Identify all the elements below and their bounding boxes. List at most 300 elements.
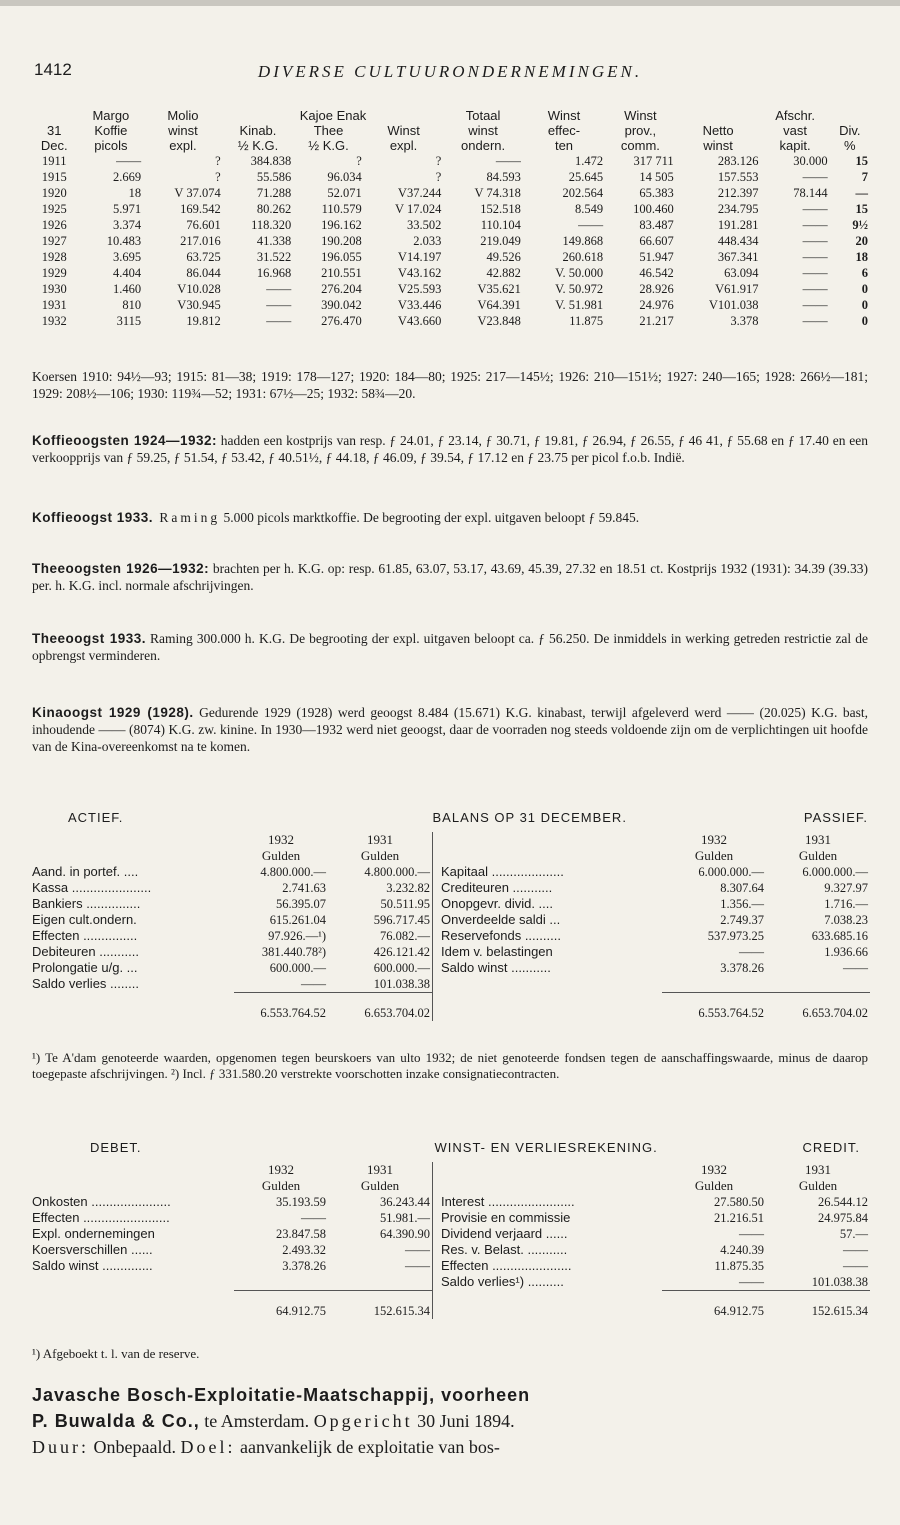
debit-1931: 76.082.— bbox=[380, 929, 430, 943]
table-cell: V10.028 bbox=[177, 282, 221, 296]
credit-1932: 27.580.50 bbox=[714, 1195, 764, 1209]
unit-label: Gulden bbox=[694, 1178, 734, 1193]
debit-1932: 381.440.78²) bbox=[261, 945, 326, 959]
duur-value: Onbepaald. bbox=[89, 1437, 176, 1457]
debit-label: Effecten ............... bbox=[32, 928, 138, 943]
table-row bbox=[30, 313, 870, 329]
group-header-totaal: Totaal bbox=[465, 108, 501, 123]
credit-label: Dividend verjaard ...... bbox=[441, 1226, 568, 1241]
paragraph-lead: Theeoogsten 1926—1932: bbox=[32, 561, 210, 576]
actief-label: ACTIEF. bbox=[68, 810, 124, 825]
table-row bbox=[30, 201, 870, 217]
table-cell: 18 bbox=[128, 186, 142, 200]
credit-1932: 11.875.35 bbox=[714, 1259, 764, 1273]
account-row bbox=[30, 976, 870, 993]
group-header-molio: Molio bbox=[167, 108, 199, 123]
spacer-cell bbox=[439, 832, 551, 848]
account-row bbox=[30, 912, 870, 928]
credit-1932: 6.000.000.— bbox=[698, 865, 764, 879]
column-header-row-2 bbox=[30, 138, 870, 153]
column-header: 31 bbox=[47, 123, 62, 138]
table-row bbox=[30, 281, 870, 297]
table-cell: 49.526 bbox=[486, 250, 521, 264]
table-cell: 51.947 bbox=[639, 250, 674, 264]
table-cell: 31.522 bbox=[256, 250, 292, 264]
table-cell: 1928 bbox=[41, 250, 67, 264]
credit-1932: —— bbox=[739, 1227, 764, 1241]
account-row bbox=[30, 1258, 870, 1274]
group-header-kajoe-enak: Kajoe Enak bbox=[299, 108, 367, 123]
opgericht-label: Opgericht bbox=[313, 1411, 413, 1431]
credit-1931: 26.544.12 bbox=[818, 1195, 868, 1209]
credit-1932: 21.216.51 bbox=[714, 1211, 764, 1225]
credit-total-1931: 152.615.34 bbox=[766, 1291, 870, 1320]
credit-1931: —— bbox=[843, 1259, 868, 1273]
debit-1931: 4.800.000.— bbox=[364, 865, 430, 879]
column-header: winst bbox=[168, 123, 198, 138]
table-row bbox=[30, 249, 870, 265]
company-entry bbox=[32, 1382, 868, 1460]
year-1932: 1932 bbox=[701, 832, 727, 847]
table-cell: 33.502 bbox=[406, 218, 442, 232]
credit-total-1932: 64.912.75 bbox=[662, 1291, 766, 1320]
account-row bbox=[30, 1242, 870, 1258]
debit-1931: —— bbox=[405, 1243, 430, 1257]
table-cell: 55.586 bbox=[256, 170, 292, 184]
column-header-sub: winst bbox=[703, 138, 733, 153]
table-row bbox=[30, 169, 870, 185]
table-cell: V25.593 bbox=[397, 282, 442, 296]
table-cell: 83.487 bbox=[639, 218, 674, 232]
credit-1931: 57.— bbox=[839, 1227, 868, 1241]
credit-label: Saldo verlies¹) .......... bbox=[441, 1274, 564, 1290]
table-cell: 28.926 bbox=[639, 282, 674, 296]
paragraph-lead: Koffieoogsten 1924—1932: bbox=[32, 433, 217, 448]
table-cell: —— bbox=[802, 298, 828, 312]
table-cell: —— bbox=[802, 202, 828, 216]
page-number: 1412 bbox=[34, 60, 72, 79]
duur-label: Duur: bbox=[32, 1437, 89, 1457]
spacer-cell bbox=[439, 1178, 550, 1194]
debit-label: Bankiers ............... bbox=[32, 896, 141, 911]
unit-label: Gulden bbox=[798, 848, 838, 863]
table-cell: 1915 bbox=[41, 170, 67, 184]
credit-1932: 1.356.— bbox=[720, 897, 764, 911]
table-cell: 1927 bbox=[41, 234, 67, 248]
table-cell: —— bbox=[802, 218, 828, 232]
table-cell: ? bbox=[435, 154, 442, 168]
debit-label: Koersverschillen ...... bbox=[32, 1242, 153, 1257]
debit-label: Effecten ........................ bbox=[32, 1210, 170, 1225]
table-cell: 110.579 bbox=[321, 202, 362, 216]
table-cell: V. 50.000 bbox=[555, 266, 604, 280]
table-cell: 190.208 bbox=[321, 234, 362, 248]
table-cell: 0 bbox=[861, 282, 868, 296]
debit-1932: —— bbox=[301, 1211, 326, 1225]
credit-total-1932: 6.553.764.52 bbox=[662, 993, 766, 1022]
table-cell: 2.669 bbox=[113, 170, 142, 184]
totals-row bbox=[30, 1291, 870, 1320]
credit-label: CREDIT. bbox=[802, 1140, 860, 1155]
table-cell: 63.725 bbox=[186, 250, 221, 264]
table-cell: —— bbox=[802, 234, 828, 248]
debit-1931: —— bbox=[405, 1259, 430, 1273]
table-cell: 63.094 bbox=[724, 266, 759, 280]
column-header-sub: expl. bbox=[389, 138, 418, 153]
unit-label: Gulden bbox=[694, 848, 734, 863]
doel-value: aanvankelijk de exploitatie van bos- bbox=[235, 1437, 500, 1457]
table-cell: 234.795 bbox=[717, 202, 759, 216]
balance-footnote: ¹) Te A'dam genoteerde waarden, opgenomen tegen beurskoers van ulto 1932; de niet genoteerde fondsen tegen de aanschaffingswaarde, minus de daarop toegepaste afschrijvingen. ²) Incl. ƒ 331.580.20 verstrekte voorschotten inzake consignatiecontracten. bbox=[32, 1050, 868, 1081]
debit-1931: 426.121.42 bbox=[373, 945, 430, 959]
spacer-cell bbox=[550, 1178, 662, 1194]
account-row bbox=[30, 864, 870, 880]
column-header-sub: kapit. bbox=[779, 138, 811, 153]
debit-1932: 97.926.—¹) bbox=[268, 929, 326, 943]
table-cell: 384.838 bbox=[250, 154, 292, 168]
paragraph-text: hadden een kostprijs van resp. ƒ 24.01, ƒ 23.14, ƒ 30.71, ƒ 19.81, ƒ 26.94, ƒ 26.55, ƒ 46 41, ƒ 55.68 en ƒ 17.40 en een verkoopprijs van ƒ 59.25, ƒ 51.54, ƒ 53.42, ƒ 40.51½, ƒ 44.18, ƒ 46.09, ƒ 39.54, ƒ 17.12 en ƒ 23.75 per picol f.o.b. Indië. bbox=[32, 433, 868, 465]
table-cell: —— bbox=[266, 298, 292, 312]
table-cell: 1.460 bbox=[113, 282, 142, 296]
debit-1932: 35.193.59 bbox=[276, 1195, 326, 1209]
credit-1931: 9.327.97 bbox=[824, 881, 868, 895]
table-cell: 276.204 bbox=[321, 282, 362, 296]
koersen-paragraph: Koersen 1910: 94½—93; 1915: 81—38; 1919: 178—127; 1920: 184—80; 1925: 217—145½; 1926: 210—151½; 1927: 240—165; 1928: 266½—181; 1929: 208½—106; 1930: 119¾—52; 1931: 67½—25; 1932: 58¾—20. bbox=[32, 369, 868, 401]
credit-1932: —— bbox=[739, 1275, 764, 1289]
table-cell: 367.341 bbox=[717, 250, 759, 264]
table-cell: 30.000 bbox=[793, 154, 828, 168]
year-1932: 1932 bbox=[268, 832, 294, 847]
column-header: winst bbox=[468, 123, 498, 138]
table-cell: —— bbox=[802, 250, 828, 264]
credit-label: Idem v. belastingen bbox=[441, 944, 553, 959]
table-cell: 149.868 bbox=[562, 234, 604, 248]
debit-1931: 3.232.82 bbox=[386, 881, 430, 895]
table-cell: 217.016 bbox=[180, 234, 221, 248]
column-header-sub: expl. bbox=[169, 138, 197, 153]
paragraph-spaced-word: Raming bbox=[153, 510, 221, 525]
table-cell: —— bbox=[802, 170, 828, 184]
table-cell: 1929 bbox=[41, 266, 67, 280]
unit-header-row bbox=[30, 1178, 870, 1194]
table-cell: V 74.318 bbox=[474, 186, 521, 200]
debit-label: Aand. in portef. .... bbox=[32, 864, 139, 879]
column-header: Winst bbox=[387, 123, 420, 138]
table-cell: 4.404 bbox=[113, 266, 142, 280]
company-location: te Amsterdam. bbox=[199, 1411, 310, 1431]
credit-1932: 2.749.37 bbox=[720, 913, 764, 927]
table-row bbox=[30, 185, 870, 201]
table-cell: 20 bbox=[855, 234, 868, 248]
credit-label: Interest ........................ bbox=[441, 1194, 575, 1209]
spacer-cell bbox=[30, 993, 234, 1022]
table-cell: 71.288 bbox=[256, 186, 292, 200]
credit-1932: —— bbox=[739, 945, 764, 959]
passief-label: PASSIEF. bbox=[803, 810, 868, 825]
table-cell: ? bbox=[215, 170, 221, 184]
totals-row bbox=[30, 993, 870, 1022]
table-cell: —— bbox=[802, 266, 828, 280]
table-cell: 3.374 bbox=[113, 218, 142, 232]
table-cell: —— bbox=[266, 282, 292, 296]
table-cell: 78.144 bbox=[793, 186, 828, 200]
account-row bbox=[30, 1226, 870, 1242]
account-row bbox=[30, 896, 870, 912]
year-1931: 1931 bbox=[805, 832, 831, 847]
table-cell: —— bbox=[578, 218, 604, 232]
table-cell: V23.848 bbox=[477, 314, 521, 328]
spacer-cell bbox=[30, 1162, 234, 1178]
table-cell: 84.593 bbox=[486, 170, 521, 184]
table-cell: 8.549 bbox=[575, 202, 604, 216]
paragraph-text: brachten per h. K.G. op: resp. 61.85, 63.07, 53.17, 43.69, 45.39, 27.32 en 18.51 ct. Kostprijs 1932 (1931): 34.39 (39.33) per. h. K.G. incl. normale afschrijvingen. bbox=[32, 561, 868, 593]
spacer-cell bbox=[551, 848, 663, 864]
table-cell: 3.695 bbox=[113, 250, 142, 264]
account-row bbox=[30, 880, 870, 896]
page-header bbox=[34, 60, 866, 90]
debit-label: Eigen cult.ondern. bbox=[32, 912, 137, 927]
debit-total-1931: 152.615.34 bbox=[328, 1291, 433, 1320]
debit-label: Saldo verlies ........ bbox=[32, 976, 139, 992]
table-cell: 7 bbox=[861, 170, 868, 184]
debit-label: Kassa ...................... bbox=[32, 880, 152, 895]
paragraph-koffieoogsten bbox=[32, 432, 868, 466]
credit-label: Res. v. Belast. ........... bbox=[441, 1242, 568, 1257]
spacer-cell bbox=[439, 848, 551, 864]
paragraph-theeoogst-1933 bbox=[32, 630, 868, 664]
credit-1931: 1.936.66 bbox=[824, 945, 868, 959]
paragraph-lead: Koffieoogst 1933. bbox=[32, 510, 154, 525]
table-cell: 1931 bbox=[41, 298, 67, 312]
debet-label: DEBET. bbox=[90, 1140, 142, 1155]
paragraph-lead: Theeoogst 1933. bbox=[32, 631, 146, 646]
column-header-sub: ½ K.G. bbox=[237, 138, 279, 153]
table-cell: ? bbox=[435, 170, 442, 184]
spacer-cell bbox=[30, 848, 234, 864]
wv-title: WINST- EN VERLIESREKENING. bbox=[434, 1140, 658, 1155]
group-header-winst-2: Winst bbox=[624, 108, 657, 123]
credit-1931: —— bbox=[843, 961, 868, 975]
account-row bbox=[30, 960, 870, 976]
table-cell: 15 bbox=[855, 202, 868, 216]
balance-title: BALANS OP 31 DECEMBER. bbox=[432, 810, 627, 825]
table-cell: —— bbox=[116, 154, 142, 168]
wv-title-row bbox=[30, 1140, 870, 1162]
table-cell: 118.320 bbox=[251, 218, 292, 232]
column-header: prov., bbox=[624, 123, 657, 138]
table-cell: 80.262 bbox=[256, 202, 292, 216]
paragraph-koffieoogst-1933 bbox=[32, 509, 868, 526]
table-cell: 76.601 bbox=[186, 218, 221, 232]
spacer-cell bbox=[439, 993, 662, 1022]
table-cell: V30.945 bbox=[177, 298, 221, 312]
debit-1931: 51.981.— bbox=[380, 1211, 430, 1225]
paragraph-text: Raming 300.000 h. K.G. De begrooting der expl. uitgaven beloopt ca. ƒ 56.250. De inmiddels in werking getreden restrictie zal de opbrengst verminderen. bbox=[32, 631, 868, 663]
table-cell: — bbox=[855, 186, 868, 200]
table-cell: 260.618 bbox=[562, 250, 604, 264]
table-cell: 152.518 bbox=[480, 202, 521, 216]
table-cell: 46.542 bbox=[639, 266, 674, 280]
debit-label: Expl. ondernemingen bbox=[32, 1226, 155, 1241]
debit-label bbox=[30, 1274, 234, 1291]
column-header: Thee bbox=[313, 123, 344, 138]
table-cell: 19.812 bbox=[186, 314, 221, 328]
table-cell: 11.875 bbox=[569, 314, 604, 328]
credit-1931: 633.685.16 bbox=[811, 929, 868, 943]
table-cell: 317 711 bbox=[633, 154, 674, 168]
unit-label: Gulden bbox=[798, 1178, 838, 1193]
table-cell: 169.542 bbox=[180, 202, 221, 216]
debit-1932: 600.000.— bbox=[269, 961, 326, 975]
table-cell: 157.553 bbox=[717, 170, 759, 184]
scan-edge bbox=[0, 0, 900, 6]
unit-label: Gulden bbox=[261, 1178, 301, 1193]
table-cell: —— bbox=[802, 282, 828, 296]
table-cell: —— bbox=[266, 314, 292, 328]
year-header-row bbox=[30, 1162, 870, 1178]
column-header-sub: % bbox=[844, 138, 856, 153]
group-header-row bbox=[30, 108, 870, 123]
table-cell: 1911 bbox=[42, 154, 67, 168]
table-cell: 65.383 bbox=[639, 186, 674, 200]
credit-label: Reservefonds .......... bbox=[441, 928, 561, 943]
column-header-sub: picols bbox=[94, 138, 128, 153]
table-cell: 110.104 bbox=[480, 218, 521, 232]
column-header: effec- bbox=[547, 123, 581, 138]
column-header: Kinab. bbox=[239, 123, 277, 138]
credit-1932: 8.307.64 bbox=[720, 881, 764, 895]
table-cell: V 17.024 bbox=[395, 202, 442, 216]
table-cell: V. 50.972 bbox=[555, 282, 604, 296]
debit-1931: 64.390.90 bbox=[380, 1227, 430, 1241]
doel-label: Doel: bbox=[180, 1437, 236, 1457]
spacer-cell bbox=[551, 832, 663, 848]
account-row bbox=[30, 944, 870, 960]
table-cell: 15 bbox=[855, 154, 868, 168]
debit-label: Onkosten ...................... bbox=[32, 1194, 171, 1209]
column-header-row-1 bbox=[30, 123, 870, 138]
debit-label: Debiteuren ........... bbox=[32, 944, 139, 959]
column-header-sub: ten bbox=[554, 138, 574, 153]
unit-label: Gulden bbox=[360, 848, 400, 863]
debit-1931: 101.038.38 bbox=[373, 977, 430, 991]
company-name: Javasche Bosch-Exploitatie-Maatschappij, voorheen bbox=[32, 1385, 531, 1405]
table-cell: 1930 bbox=[41, 282, 67, 296]
credit-label: Kapitaal .................... bbox=[441, 864, 564, 879]
table-cell: 202.564 bbox=[562, 186, 604, 200]
table-cell: ? bbox=[215, 154, 221, 168]
account-row bbox=[30, 1274, 870, 1291]
table-cell: V61.917 bbox=[715, 282, 759, 296]
table-cell: 25.645 bbox=[568, 170, 604, 184]
opgericht-value: 30 Juni 1894. bbox=[412, 1411, 515, 1431]
table-cell: 6 bbox=[861, 266, 868, 280]
table-cell: —— bbox=[495, 154, 521, 168]
credit-1932: 3.378.26 bbox=[720, 961, 764, 975]
credit-1931: 24.975.84 bbox=[818, 1211, 868, 1225]
table-cell: ? bbox=[356, 154, 362, 168]
table-cell: 219.049 bbox=[480, 234, 521, 248]
debit-1932: —— bbox=[301, 977, 326, 991]
table-cell: —— bbox=[802, 314, 828, 328]
unit-label: Gulden bbox=[261, 848, 301, 863]
table-cell: 24.976 bbox=[639, 298, 674, 312]
table-cell: V 37.074 bbox=[174, 186, 221, 200]
credit-label: Saldo winst ........... bbox=[441, 960, 551, 975]
table-cell: V. 51.981 bbox=[555, 298, 604, 312]
table-cell: V33.446 bbox=[397, 298, 442, 312]
table-cell: 66.607 bbox=[639, 234, 674, 248]
group-header-margo: Margo bbox=[92, 108, 130, 123]
credit-label: Provisie en commissie bbox=[441, 1210, 571, 1225]
account-row bbox=[30, 1194, 870, 1210]
debit-label: Saldo winst .............. bbox=[32, 1258, 153, 1273]
table-cell: 0 bbox=[861, 314, 868, 328]
table-row bbox=[30, 297, 870, 313]
company-name-cont: P. Buwalda & Co., bbox=[32, 1411, 200, 1431]
paragraph-theeoogsten bbox=[32, 560, 868, 594]
year-1931: 1931 bbox=[367, 832, 393, 847]
table-cell: 3115 bbox=[116, 314, 142, 328]
credit-1932: 4.240.39 bbox=[720, 1243, 764, 1257]
table-cell: 1932 bbox=[41, 314, 67, 328]
spacer-cell bbox=[30, 832, 234, 848]
credit-1931: 7.038.23 bbox=[824, 913, 868, 927]
paragraph-kinaoogst bbox=[32, 704, 868, 755]
table-cell: 810 bbox=[122, 298, 142, 312]
paragraph-lead: Kinaoogst 1929 (1928). bbox=[32, 705, 194, 720]
unit-label: Gulden bbox=[360, 1178, 400, 1193]
table-cell: 1925 bbox=[41, 202, 67, 216]
year-1931: 1931 bbox=[805, 1162, 831, 1177]
debit-1932: 2.741.63 bbox=[282, 881, 326, 895]
account-row bbox=[30, 1210, 870, 1226]
credit-label bbox=[439, 976, 662, 993]
column-header-sub: Dec. bbox=[40, 138, 68, 153]
running-title: DIVERSE CULTUURONDERNEMINGEN. bbox=[257, 62, 643, 81]
column-header-sub: ½ K.G. bbox=[308, 138, 349, 153]
spacer-cell bbox=[550, 1162, 662, 1178]
column-header: Netto bbox=[702, 123, 734, 138]
table-cell: 100.460 bbox=[633, 202, 674, 216]
table-cell: V43.162 bbox=[397, 266, 442, 280]
year-1932: 1932 bbox=[268, 1162, 294, 1177]
credit-total-1931: 6.653.704.02 bbox=[766, 993, 870, 1022]
debit-1932 bbox=[234, 1274, 328, 1291]
table-cell: 9½ bbox=[852, 218, 868, 232]
debit-1932: 4.800.000.— bbox=[260, 865, 326, 879]
table-cell: 196.162 bbox=[321, 218, 362, 232]
debit-1932: 2.493.32 bbox=[282, 1243, 326, 1257]
credit-label: Onopgevr. divid. .... bbox=[441, 896, 554, 911]
debit-1932: 56.395.07 bbox=[276, 897, 326, 911]
unit-header-row bbox=[30, 848, 870, 864]
credit-1931 bbox=[766, 976, 870, 993]
table-cell: 52.071 bbox=[327, 186, 362, 200]
table-cell: 42.882 bbox=[486, 266, 521, 280]
debit-label: Prolongatie u/g. ... bbox=[32, 960, 138, 975]
table-cell: 0 bbox=[861, 298, 868, 312]
summary-table bbox=[30, 108, 870, 329]
spacer-cell bbox=[439, 1162, 550, 1178]
debit-1931: 36.243.44 bbox=[380, 1195, 430, 1209]
table-cell: 5.971 bbox=[113, 202, 142, 216]
table-cell: 2.033 bbox=[413, 234, 442, 248]
table-cell: 16.968 bbox=[256, 266, 292, 280]
credit-1931: 1.716.— bbox=[824, 897, 868, 911]
debit-1932: 3.378.26 bbox=[282, 1259, 326, 1273]
paragraph-text: 5.000 picols marktkoffie. De begrooting der expl. uitgaven beloopt ƒ 59.845. bbox=[220, 510, 640, 525]
